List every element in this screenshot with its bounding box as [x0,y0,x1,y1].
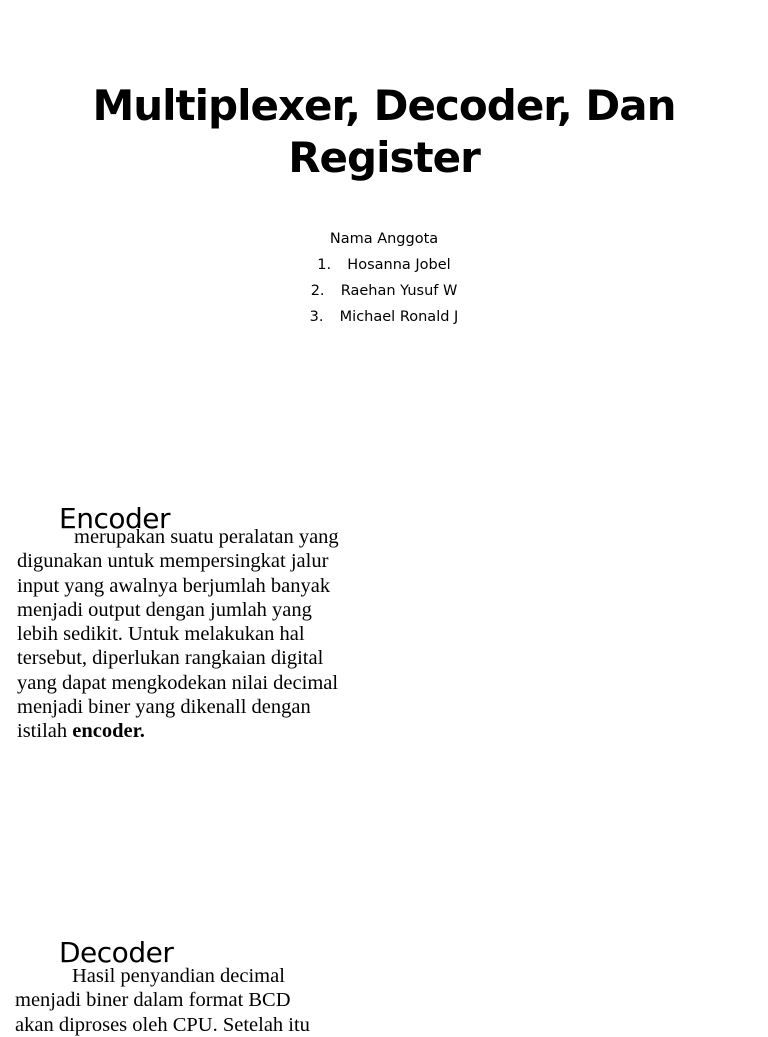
member-item [0,304,768,330]
member-number: 1. [317,257,332,273]
paragraph-line: digunakan untuk mempersingkat jalur [17,550,329,573]
paragraph-line: menjadi biner dalam format BCD [15,989,291,1012]
paragraph-line: yang dapat mengkodekan nilai decimal [17,671,339,694]
member-item [0,252,768,278]
paragraph-line [17,719,369,743]
member-name: Hosanna Jobel [347,257,451,273]
paragraph-line: merupakan suatu peralatan yang [74,526,339,548]
member-name: Raehan Yusuf W [340,283,458,299]
decoder-heading: Decoder [59,936,174,970]
paragraph-text: istilah [17,720,73,743]
encoder-paragraph [17,525,369,744]
encoder-heading: Encoder [59,502,170,536]
member-list-heading: Nama Anggota [329,231,439,247]
decoder-paragraph [15,964,367,1037]
paragraph-line: menjadi biner yang dikenall dengan [17,696,311,719]
paragraph-line: input yang awalnya berjumlah banyak [17,574,331,597]
paragraph-line: lebih sedikit. Untuk melakukan hal [17,623,305,646]
paragraph-line: akan diproses oleh CPU. Setelah itu [15,1013,310,1036]
paragraph-line: tersebut, diperlukan rangkaian digital [17,647,324,670]
member-name: Michael Ronald J [339,309,459,325]
paragraph-line: Hasil penyandian decimal [72,965,285,987]
page-title [0,80,768,184]
member-list [0,226,768,330]
paragraph-line: menjadi output dengan jumlah yang [17,598,312,621]
bold-term: encoder. [72,720,145,743]
title-line-2: Register [288,133,480,183]
member-item [0,278,768,304]
member-number: 3. [309,309,324,325]
member-number: 2. [310,283,325,299]
title-line-1: Multiplexer, Decoder, Dan [92,81,676,131]
